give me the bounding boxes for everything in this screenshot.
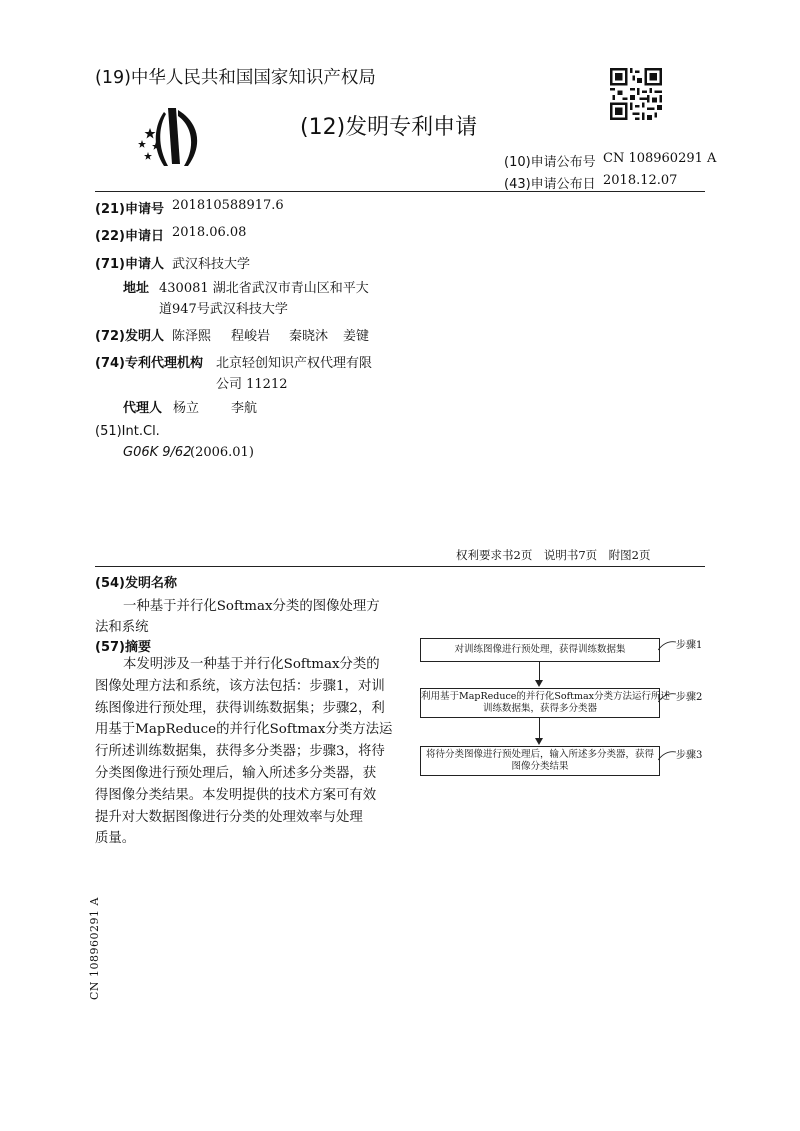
address-line-2: 道947号武汉科技大学 xyxy=(159,302,288,317)
flowchart-box-text: 将待分类图像进行预处理后，输入所述多分类器，获得 xyxy=(425,749,654,760)
abstract-line: 练图像进行预处理，获得训练数据集；步骤2，利 xyxy=(95,700,385,716)
agency-label: (74)专利代理机构 xyxy=(95,356,203,371)
pub-no-value: CN 108960291 A xyxy=(603,151,717,166)
address-line-1: 430081 湖北省武汉市青山区和平大 xyxy=(159,281,369,296)
flowchart-box-text: 对训练图像进行预处理，获得训练数据集 xyxy=(454,644,626,655)
abstract-line: 本发明涉及一种基于并行化Softmax分类的 xyxy=(123,657,380,672)
applicant-label: (71)申请人 xyxy=(95,257,164,272)
flow-arrow-1 xyxy=(539,661,540,681)
step-leader-line xyxy=(658,638,678,652)
abstract-line: 用基于MapReduce的并行化Softmax分类方法运 xyxy=(95,722,393,738)
flowchart-box-step1 xyxy=(420,638,660,662)
flowchart-box-step2 xyxy=(420,688,670,718)
flowchart-box-step3 xyxy=(420,746,660,776)
pub-date-value: 2018.12.07 xyxy=(603,173,678,188)
agent-2: 李航 xyxy=(231,401,258,416)
intcl-version: (2006.01) xyxy=(190,445,254,460)
step-label-1: 步骤1 xyxy=(676,640,703,651)
app-no-value: 201810588917.6 xyxy=(172,198,284,213)
flowchart-box-text: 图像分类结果 xyxy=(511,761,569,772)
pub-no-label: (10)申请公布号 xyxy=(504,155,596,170)
abstract-line: 质量。 xyxy=(95,831,136,847)
flowchart-box-text: 利用基于MapReduce的并行化Softmax分类方法运行所述 xyxy=(421,691,670,702)
abstract-line: 提升对大数据图像进行分类的处理效率与处理 xyxy=(95,809,363,825)
abstract-label: (57)摘要 xyxy=(95,640,151,655)
pub-date-label: (43)申请公布日 xyxy=(504,177,596,192)
inventor-3: 秦晓沐 xyxy=(289,329,329,344)
side-publication-number: CN 108960291 A xyxy=(88,897,101,1000)
agency-line-2: 公司 11212 xyxy=(216,377,288,392)
step-label-2: 步骤2 xyxy=(676,692,703,703)
app-date-label: (22)申请日 xyxy=(95,229,164,244)
invention-title-line-2: 法和系统 xyxy=(95,620,149,635)
step-label-3: 步骤3 xyxy=(676,750,703,761)
address-label: 地址 xyxy=(123,281,150,296)
app-no-label: (21)申请号 xyxy=(95,202,164,217)
abstract-line: 图像处理方法和系统，该方法包括：步骤1，对训 xyxy=(95,678,385,694)
agent-1: 杨立 xyxy=(173,401,200,416)
agency-line-1: 北京轻创知识产权代理有限 xyxy=(216,356,373,371)
step-leader-line xyxy=(658,690,678,704)
intcl-code: G06K 9/62 xyxy=(123,445,192,460)
inventor-4: 姜键 xyxy=(343,329,370,344)
flow-arrow-head-2 xyxy=(535,738,543,745)
invention-title-line-1: 一种基于并行化Softmax分类的图像处理方 xyxy=(123,599,380,614)
qr-code-icon xyxy=(610,68,662,120)
flowchart xyxy=(410,630,710,780)
pages-summary: 权利要求书2页 说明书7页 附图2页 xyxy=(456,548,651,562)
cnipa-logo-icon xyxy=(128,104,210,170)
abstract-line: 得图像分类结果。本发明提供的技术方案可有效 xyxy=(95,787,377,803)
document-type: (12)发明专利申请 xyxy=(300,115,478,140)
step-leader-line xyxy=(658,748,678,762)
abstract-line: 行所述训练数据集，获得多分类器；步骤3，将待 xyxy=(95,744,385,760)
authority-title: (19)中华人民共和国国家知识产权局 xyxy=(95,68,376,88)
applicant-value: 武汉科技大学 xyxy=(172,257,251,272)
agent-label: 代理人 xyxy=(123,401,163,416)
flowchart-box-text: 训练数据集，获得多分类器 xyxy=(482,703,597,714)
inventor-label: (72)发明人 xyxy=(95,329,164,344)
header-rule xyxy=(95,191,705,192)
app-date-value: 2018.06.08 xyxy=(172,225,247,240)
inventor-1: 陈泽熙 xyxy=(172,329,212,344)
flow-arrow-head-1 xyxy=(535,680,543,687)
abstract-text xyxy=(95,654,395,850)
flow-arrow-2 xyxy=(539,717,540,739)
summary-rule xyxy=(95,566,705,567)
title-label: (54)发明名称 xyxy=(95,576,177,591)
inventor-2: 程峻岩 xyxy=(231,329,271,344)
abstract-line: 分类图像进行预处理后，输入所述多分类器，获 xyxy=(95,765,377,781)
intcl-label: (51)Int.Cl. xyxy=(95,424,160,439)
